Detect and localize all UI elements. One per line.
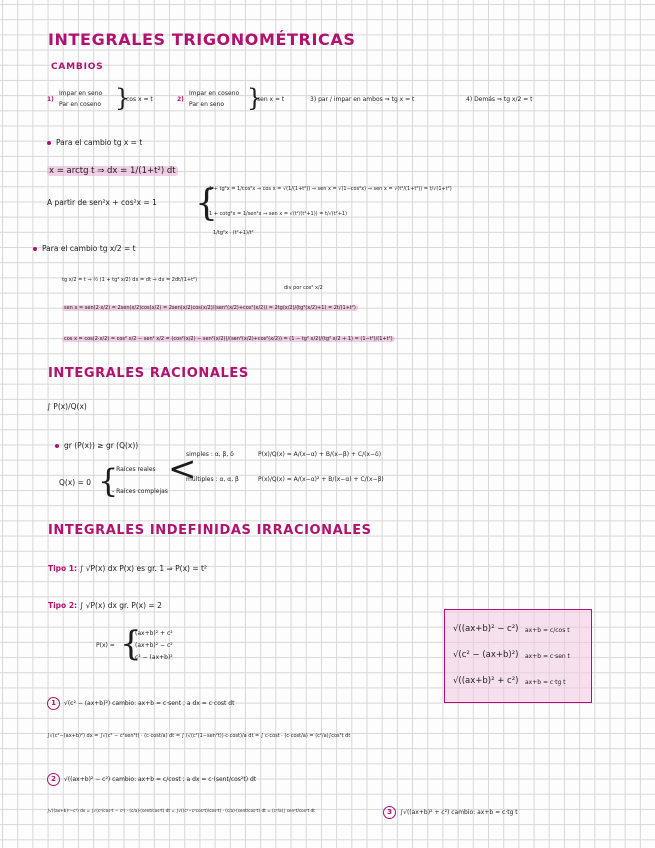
case-2-text: √((ax+b)² − c²) cambio: ax+b = c/cost ; a dx = c·(sent/cos²t) dt <box>64 776 257 783</box>
case-2-integral: ∫√((ax+b)²−c²) dx = ∫√(c²/cos²t − c²) · (c/a)·(sent/cos²t) dt = ∫√((c²−c²cos²t)/cos²t) · (c/a)·(sent/cos²t) dt = (c²/a)∫ sen²t/cos³t dt <box>47 808 315 813</box>
brace-5: < <box>168 449 197 489</box>
cambio-1-cond-b: Par en coseno <box>59 101 102 108</box>
tipo-2-text: ∫ √P(x) dx gr. P(x) = 2 <box>79 601 162 610</box>
racionales-multiples: múltiples : α, α, β <box>186 476 239 483</box>
tg-dx-highlight: x = arctg t ⇒ dx = 1/(1+t²) dt <box>49 166 176 176</box>
tg-heading <box>47 138 142 147</box>
cambios-heading: CAMBIOS <box>51 62 104 72</box>
racionales-gr-text: gr (P(x)) ≥ gr (Q(x)) <box>64 441 139 450</box>
box-res-3: ax+b = c·tg t <box>525 679 566 686</box>
racionales-gr <box>55 441 138 450</box>
racionales-heading: INTEGRALES RACIONALES <box>48 366 249 381</box>
tg-half-line-1: tg x/2 = t ⇒ ½ (1 + tg² x/2) dx = dt ⇒ dx = 2dt/(1+t²) <box>62 277 198 283</box>
bullet-icon <box>47 141 51 145</box>
brace-3: { <box>195 183 218 224</box>
tipo-2-label: Tipo 2: <box>48 601 78 610</box>
cambio-1-result: cos x = t <box>126 96 153 103</box>
tg-apartir: A partir de sen²x + cos²x = 1 <box>47 198 157 207</box>
cos-highlight: cos x = cos(2·x/2) = cos² x/2 − sen² x/2 = (cos²(x/2) − sen²(x/2))/(sen²(x/2)+cos²(x/2)) = (1 − tg² x/2)/(tg² x/2 + 1) = (1−t²)/(1+t²) <box>64 336 393 342</box>
case-3 <box>383 806 518 819</box>
tg-heading-text: Para el cambio tg x = t <box>56 138 143 147</box>
tg-frac-note: 1/tg²x · (t²+1)/t² <box>213 230 254 236</box>
tg-eq-top: 1 + tg²x = 1/cos²x ⇒ cos x = √(1/(1+t²)) ⇒ sen x = √(1−cos²x) ⇒ sen x = √(t²/(1+t²)) = t/√(1+t²) <box>209 186 452 192</box>
box-res-2: ax+b = c·sen t <box>525 653 570 660</box>
box-expr-2: √(c² − (ax+b)²) <box>453 650 519 660</box>
racionales-qx: Q(x) = 0 <box>59 478 92 487</box>
sen-highlight: sen x = sen(2·x/2) = 2sen(x/2)cos(x/2) = 2sen(x/2)cos(x/2)/(sen²(x/2)+cos²(x/2)) = 2tg(x/2)/(tg²(x/2)+1) = 2t/(1+t²) <box>64 305 356 311</box>
cambio-2-cond-a: Impar en coseno <box>189 90 240 97</box>
case-1-integral: ∫√(c²−(ax+b)²) dx = ∫√(c² − c²sen²t) · (c·cost/a) dt = ∫ (√(c²(1−sen²t))·c·cost)/a dt = ∫ c·cost · (c·cost/a) = (c²/a)∫cos²t dt <box>47 733 351 739</box>
box-expr-3: √((ax+b)² + c²) <box>453 676 519 686</box>
cambio-2-conditions <box>189 88 239 110</box>
tipo-1 <box>48 564 207 573</box>
brace-4: { <box>98 462 119 500</box>
irracionales-heading: INTEGRALES INDEFINIDAS IRRACIONALES <box>48 523 372 538</box>
brace-1: } <box>115 84 131 112</box>
cambio-3: 3) par / impar en ambos ⇒ tg x = t <box>310 96 415 103</box>
bullet-icon <box>55 444 59 448</box>
cambio-1-conditions <box>59 88 102 110</box>
case-2 <box>47 773 256 786</box>
tg-line-1 <box>47 166 178 176</box>
cambio-2-result: sen x = t <box>257 96 285 103</box>
tg-half-heading-text: Para el cambio tg x/2 = t <box>42 244 136 253</box>
case-1-number: 1 <box>47 697 60 710</box>
tg-half-note: div por cos² x/2 <box>284 285 323 291</box>
case-2-number: 2 <box>47 773 60 786</box>
racionales-simples-eq: P(x)/Q(x) = A/(x−α) + B/(x−β) + C/(x−δ) <box>258 451 382 458</box>
case-1-text: √(c² − (ax+b)²) cambio: ax+b = c·sent ; a dx = c·cost dt <box>64 700 235 707</box>
px-option-3: c² − (ax+b)² <box>135 654 173 661</box>
tg-half-cos <box>62 336 395 342</box>
cambio-4: 4) Demás ⇒ tg x/2 = t <box>466 96 533 103</box>
box-expr-1: √((ax+b)² − c²) <box>453 624 519 634</box>
bullet-icon <box>33 247 37 251</box>
cambio-2-number: 2) <box>177 96 184 103</box>
case-3-text: ∫√((ax+b)² + c²) cambio: ax+b = c·tg t <box>400 809 518 816</box>
racionales-simples: simples : α, β, δ <box>186 451 234 458</box>
racionales-integral: ∫ P(x)/Q(x) <box>47 402 87 411</box>
case-1 <box>47 697 234 710</box>
cambio-1-cond-a: Impar en seno <box>59 90 103 97</box>
tipo-1-label: Tipo 1: <box>48 564 78 573</box>
racionales-complejas: - Raíces complejas <box>112 488 168 495</box>
px-options <box>135 628 173 664</box>
px-option-2: (ax+b)² − c² <box>135 642 173 649</box>
tg-eq-bottom: 1 + cotg²x = 1/sen²x ⇒ sen x = √(t²/(t²+1)) = t/√(t²+1) <box>209 211 348 217</box>
tipo-1-text: ∫ √P(x) dx P(x) es gr. 1 ⇒ P(x) = t² <box>79 564 207 573</box>
page-title: INTEGRALES TRIGONOMÉTRICAS <box>48 30 356 49</box>
racionales-multiples-eq: P(x)/Q(x) = A/(x−α)² + B/(x−α) + C/(x−β) <box>258 476 384 483</box>
tipo-2 <box>48 601 162 610</box>
tg-half-heading <box>33 244 136 253</box>
box-res-1: ax+b = c/cos t <box>525 627 570 634</box>
cambio-1-number: 1) <box>47 96 54 103</box>
brace-2: } <box>247 84 263 112</box>
brace-6: { <box>120 624 142 664</box>
cambio-2-cond-b: Par en seno <box>189 101 225 108</box>
px-option-1: (ax+b)² + c² <box>135 630 173 637</box>
tg-half-sen <box>62 305 358 311</box>
racionales-reales: - Raíces reales <box>112 466 156 473</box>
formula-summary-box <box>444 609 592 703</box>
case-3-number: 3 <box>383 806 396 819</box>
px-label: P(x) = <box>96 642 115 649</box>
